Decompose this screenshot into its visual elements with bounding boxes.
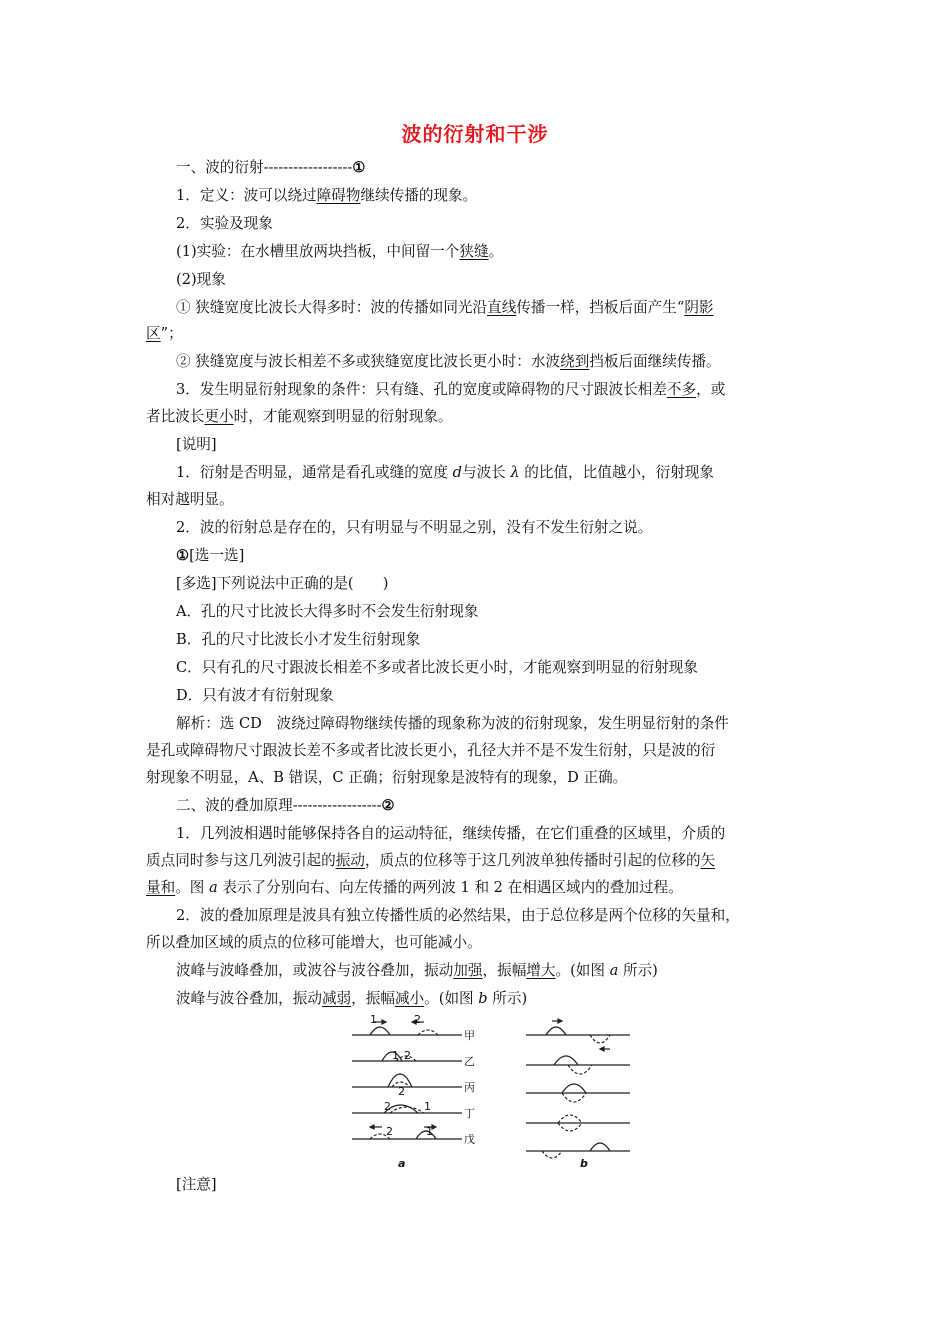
quiz-answer: 解析：选 CD 波绕过障碍物继续传播的现象称为波的衍射现象，发生明显衍射的条件	[176, 715, 729, 732]
phenomenon-1-cont: 区”；	[146, 325, 183, 342]
superposition-p1-cont1: 质点同时参与这几列波引起的振动，质点的位移等于这几列波单独传播时引起的位移的矢	[146, 852, 716, 869]
svg-text:1: 1	[370, 1013, 377, 1026]
svg-text:1: 1	[426, 1125, 433, 1138]
destructive-text: 波峰与波谷叠加，振动减弱，振幅减小。(如图 b 所示)	[176, 990, 528, 1007]
caution-label: [注意]	[176, 1176, 217, 1193]
constructive-text: 波峰与波峰叠加，或波谷与波谷叠加，振动加强，振幅增大。(如图 a 所示)	[176, 962, 658, 979]
superposition-p1-cont2: 量和。图 a 表示了分别向右、向左传播的两列波 1 和 2 在相遇区域内的叠加过程。	[146, 879, 683, 896]
superposition-figure	[340, 1013, 640, 1173]
experiment-2: (2)现象	[176, 271, 226, 288]
caption-a: a	[398, 1157, 406, 1170]
pulse-2	[418, 1030, 438, 1035]
figure-a-labels	[370, 1013, 475, 1170]
note-label: [说明]	[176, 436, 217, 453]
page-title: 波的衍射和干涉	[401, 122, 549, 146]
experiment-1: (1)实验：在水槽里放两块挡板，中间留一个狭缝。	[176, 243, 504, 260]
experiment-title: 2．实验及现象	[176, 215, 273, 232]
svg-text:2: 2	[386, 1125, 393, 1138]
quiz-question: [多选]下列说法中正确的是( )	[176, 575, 389, 592]
svg-text:2: 2	[398, 1085, 405, 1098]
quiz-option-c: C．只有孔的尺寸跟波长相差不多或者比波长更小时，才能观察到明显的衍射现象	[176, 659, 698, 676]
superposition-p2: 2．波的叠加原理是波具有独立传播性质的必然结果，由于总位移是两个位移的矢量和，	[176, 907, 740, 924]
note-1: 1．衍射是否明显，通常是看孔或缝的宽度 d与波长 λ 的比值，比值越小，衍射现象	[176, 464, 714, 481]
figure-a	[352, 1020, 462, 1139]
svg-text:1: 1	[424, 1100, 431, 1113]
definition: 1．定义：波可以绕过障碍物继续传播的现象。	[176, 187, 478, 204]
figure-b	[526, 1019, 630, 1158]
quiz-option-d: D．只有波才有衍射现象	[176, 687, 334, 704]
svg-text:2: 2	[414, 1013, 421, 1026]
condition-cont: 者比波长更小时，才能观察到明显的衍射现象。	[146, 408, 453, 425]
quiz-answer-cont1: 是孔或障碍物尺寸跟波长差不多或者比波长更小，孔径大并不是不发生衍射，只是波的衍	[146, 742, 716, 759]
superposition-p1: 1．几列波相遇时能够保持各自的运动特征，继续传播，在它们重叠的区域里，介质的	[176, 825, 726, 842]
figure-b-labels	[580, 1157, 588, 1170]
caption-b: b	[580, 1157, 588, 1170]
svg-text:2: 2	[384, 1100, 391, 1113]
pulse-1	[370, 1027, 390, 1035]
quiz-option-a: A．孔的尺寸比波长大得多时不会发生衍射现象	[176, 603, 479, 620]
section2-heading: 二、波的叠加原理------------------②	[176, 797, 395, 814]
row-label-ding: 丁	[464, 1107, 475, 1120]
quiz-answer-cont2: 射现象不明显，A、B 错误，C 正确；衍射现象是波特有的现象，D 正确。	[146, 769, 628, 786]
svg-text:1: 1	[392, 1049, 399, 1062]
phenomenon-1: ① 狭缝宽度比波长大得多时：波的传播如同光沿直线传播一样，挡板后面产生“阴影	[176, 299, 714, 316]
note-1-cont: 相对越明显。	[146, 491, 234, 508]
row-label-yi: 乙	[464, 1055, 475, 1068]
condition: 3．发生明显衍射现象的条件：只有缝、孔的宽度或障碍物的尺寸跟波长相差不多，或	[176, 381, 726, 398]
row-label-jia: 甲	[464, 1029, 475, 1042]
superposition-p2-cont: 所以叠加区域的质点的位移可能增大，也可能减小。	[146, 934, 482, 951]
row-label-bing: 丙	[464, 1081, 475, 1094]
row-label-wu: 戊	[464, 1133, 475, 1146]
note-2: 2．波的衍射总是存在的，只有明显与不明显之别，没有不发生衍射之说。	[176, 519, 653, 536]
section1-heading: 一、波的衍射------------------①	[176, 159, 366, 176]
quiz-option-b: B．孔的尺寸比波长小才发生衍射现象	[176, 631, 421, 648]
phenomenon-2: ② 狭缝宽度与波长相差不多或狭缝宽度比波长更小时：水波绕到挡板后面继续传播。	[176, 353, 721, 370]
quiz-label: ①[选一选]	[176, 547, 245, 564]
svg-text:2: 2	[404, 1049, 411, 1062]
wave-diagram	[340, 1013, 640, 1173]
